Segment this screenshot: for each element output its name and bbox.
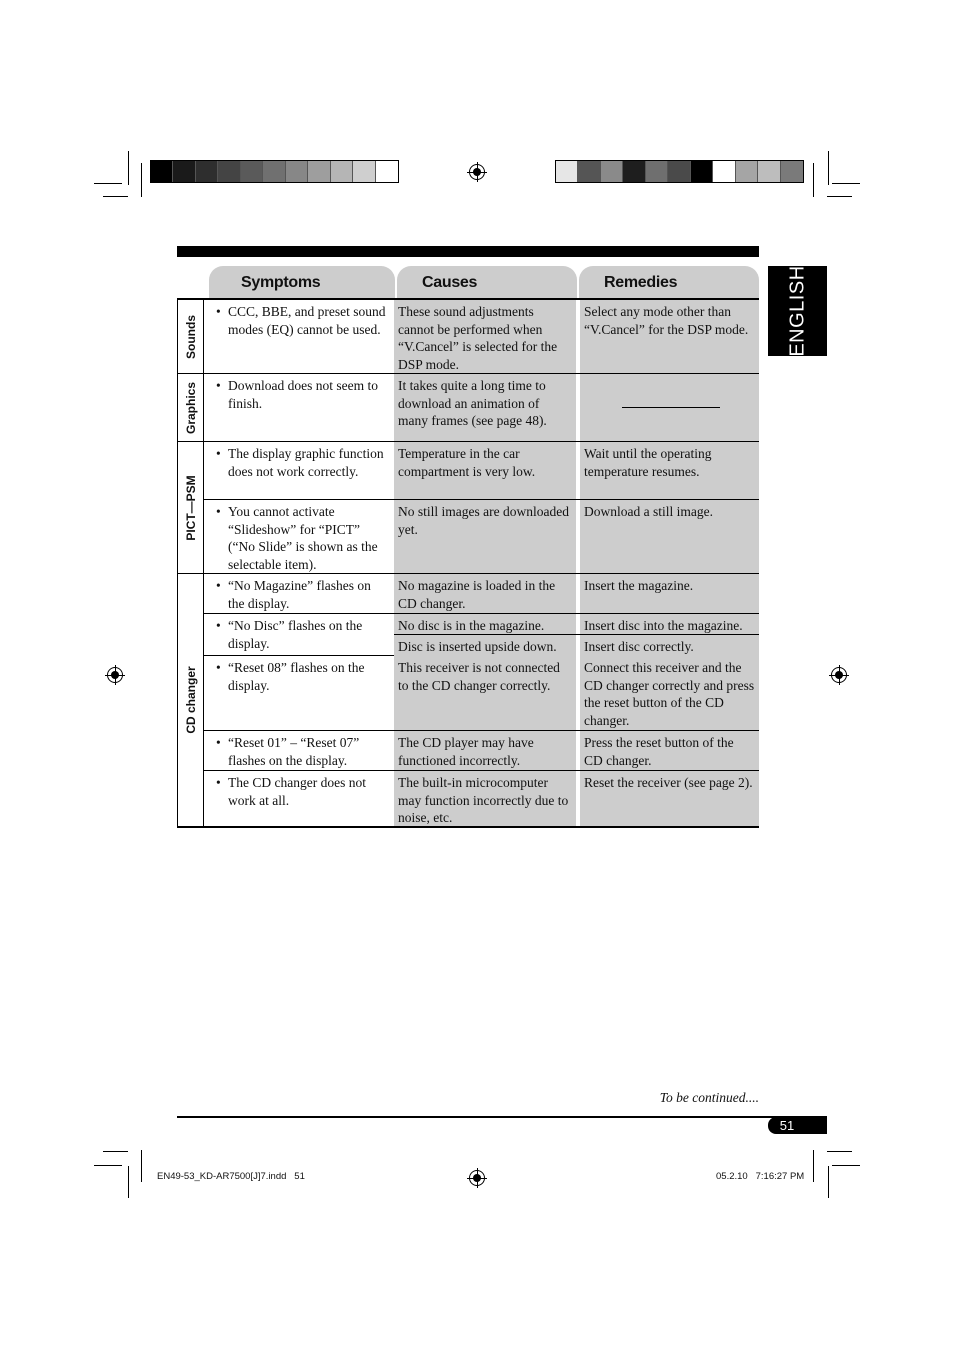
symptom-cell: • The CD changer does not work at all. (204, 771, 394, 826)
slug-filename: EN49-53_KD-AR7500[J]7.indd 51 (157, 1171, 305, 1182)
header-rule (177, 246, 759, 257)
header-causes: Causes (397, 266, 577, 298)
color-bar-left (150, 160, 399, 183)
table-row (204, 770, 759, 826)
remedy-cell: Wait until the operating temperature resumes. (584, 446, 712, 479)
symptom-cell: • “Reset 08” flashes on the display. (204, 656, 394, 730)
cause-cell: These sound adjustments cannot be performed when “V.Cancel” is selected for the DSP mode. (398, 304, 558, 372)
symptom-cell: • Download does not seem to finish. (204, 374, 394, 441)
cause-cell: Disc is inserted upside down. (398, 639, 557, 654)
remedy-cell: Insert disc into the magazine. (584, 618, 743, 633)
table-row (204, 374, 759, 441)
group-cd-changer (177, 574, 759, 826)
remedy-cell: Insert the magazine. (584, 578, 694, 593)
remedy-cell: Reset the receiver (see page 2). (584, 775, 753, 790)
symptom-cell: • The display graphic function does not work correctly. (204, 442, 394, 499)
slug-timestamp: 05.2.10 7:16:27 PM (716, 1171, 805, 1182)
header-symptoms: Symptoms (209, 266, 395, 298)
header-remedies: Remedies (579, 266, 759, 298)
registration-mark-icon (107, 667, 123, 683)
group-sounds (177, 300, 759, 374)
registration-mark-icon (831, 667, 847, 683)
group-pict-psm (177, 442, 759, 574)
cause-cell: The CD player may have functioned incorrectly. (398, 735, 534, 768)
table-row (204, 442, 759, 499)
cause-cell: This receiver is not connected to the CD changer correctly. (398, 660, 560, 693)
color-bar-right (555, 160, 804, 183)
remedy-cell: Insert disc correctly. (584, 639, 694, 654)
remedy-cell (580, 374, 759, 380)
symptom-cell: • “No Disc” flashes on the display. (204, 614, 394, 655)
footer-rule (177, 1116, 827, 1118)
remedy-cell: Press the reset button of the CD changer. (584, 735, 734, 768)
remedy-cell: Connect this receiver and the CD changer correctly and press the reset button of the CD changer. (584, 660, 755, 728)
remedy-cell: Select any mode other than “V.Cancel” for the DSP mode. (584, 304, 749, 337)
cause-cell: No still images are downloaded yet. (398, 504, 569, 537)
group-label: Graphics (183, 381, 198, 434)
cause-cell: The built-in microcomputer may function incorrectly due to noise, etc. (398, 775, 569, 826)
symptom-cell: • You cannot activate “Slideshow” for “PICT” (“No Slide” is shown as the selectable item). (204, 500, 394, 573)
cause-cell: It takes quite a long time to download an animation of many frames (see page 48). (398, 378, 547, 429)
remedy-cell: Download a still image. (584, 504, 713, 519)
registration-mark-icon (469, 164, 485, 180)
continued-note: To be continued.... (659, 1090, 759, 1105)
table-row (204, 730, 759, 770)
group-label: PICT—PSM (183, 474, 198, 541)
table-row (204, 655, 759, 730)
remedy-blank-line (622, 407, 720, 408)
registration-mark-icon (469, 1170, 485, 1186)
symptom-cell: • “Reset 01” – “Reset 07” flashes on the display. (204, 731, 394, 770)
troubleshooting-table (177, 298, 759, 828)
table-row (204, 499, 759, 573)
group-label: Sounds (183, 314, 198, 359)
symptom-cell: • CCC, BBE, and preset sound modes (EQ) cannot be used. (204, 300, 394, 373)
language-tab: ENGLISH (768, 266, 827, 356)
table-row (204, 574, 759, 613)
cause-cell: No magazine is loaded in the CD changer. (398, 578, 556, 611)
cause-cell: Temperature in the car compartment is very low. (398, 446, 536, 479)
symptom-cell: • “No Magazine” flashes on the display. (204, 574, 394, 613)
table-row (204, 613, 759, 655)
group-label: CD changer (183, 666, 198, 734)
group-graphics (177, 374, 759, 442)
table-row (204, 300, 759, 373)
cause-cell: No disc is in the magazine. (398, 618, 545, 633)
page-number: 51 (779, 1118, 795, 1133)
